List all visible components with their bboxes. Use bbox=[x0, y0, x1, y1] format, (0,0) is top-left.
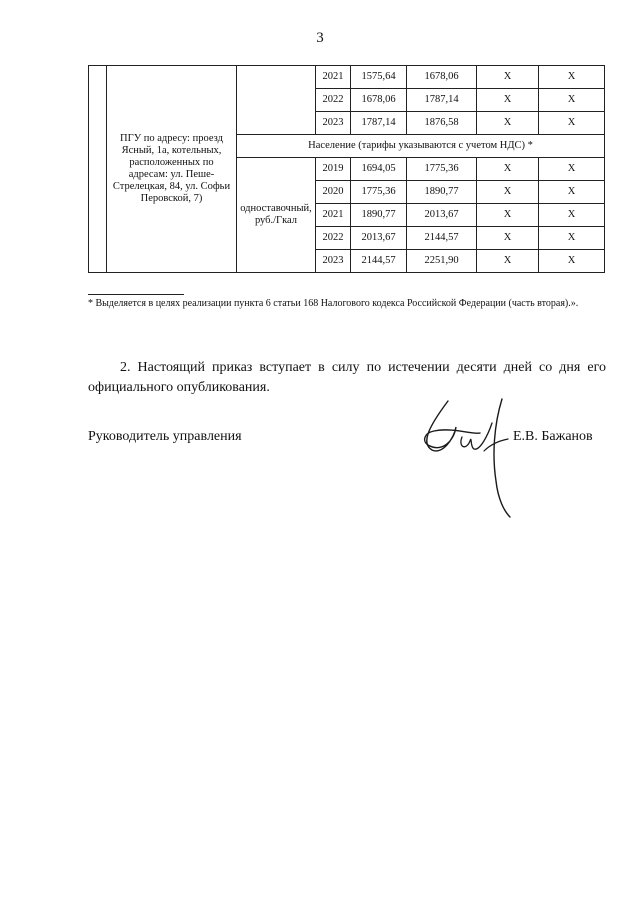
year-cell: 2020 bbox=[316, 181, 351, 204]
second-half-cell: 2251,90 bbox=[407, 250, 477, 273]
year-cell: 2021 bbox=[316, 204, 351, 227]
organization-cell: ПГУ по адресу: проезд Ясный, 1а, котельных, расположенных по адресам: ул. Пеше-Стрелецкая, 84, ул. Софьи Перовской, 7) bbox=[107, 66, 237, 273]
second-half-cell: 1890,77 bbox=[407, 181, 477, 204]
signatory-name: Е.В. Бажанов bbox=[513, 429, 593, 444]
x-cell: X bbox=[539, 112, 605, 135]
first-half-cell: 1678,06 bbox=[351, 89, 407, 112]
x-cell: X bbox=[539, 66, 605, 89]
x-cell: X bbox=[477, 227, 539, 250]
first-half-cell: 1575,64 bbox=[351, 66, 407, 89]
year-cell: 2021 bbox=[316, 66, 351, 89]
second-half-cell: 1775,36 bbox=[407, 158, 477, 181]
x-cell: X bbox=[539, 227, 605, 250]
unit-cell: одноставочный, руб./Гкал bbox=[237, 158, 316, 273]
second-half-cell: 1678,06 bbox=[407, 66, 477, 89]
year-cell: 2023 bbox=[316, 112, 351, 135]
x-cell: X bbox=[539, 181, 605, 204]
first-half-cell: 2144,57 bbox=[351, 250, 407, 273]
first-half-cell: 1787,14 bbox=[351, 112, 407, 135]
group-header: Население (тарифы указываются с учетом НДС) * bbox=[237, 135, 605, 158]
signatory-title: Руководитель управления bbox=[88, 429, 242, 444]
x-cell: X bbox=[477, 158, 539, 181]
tariff-table bbox=[88, 65, 605, 273]
year-cell: 2023 bbox=[316, 250, 351, 273]
x-cell: X bbox=[477, 181, 539, 204]
second-half-cell: 2013,67 bbox=[407, 204, 477, 227]
first-half-cell: 1694,05 bbox=[351, 158, 407, 181]
index-cell bbox=[89, 66, 107, 273]
x-cell: X bbox=[539, 204, 605, 227]
x-cell: X bbox=[539, 250, 605, 273]
x-cell: X bbox=[477, 66, 539, 89]
year-cell: 2022 bbox=[316, 89, 351, 112]
first-half-cell: 1775,36 bbox=[351, 181, 407, 204]
page-number: 3 bbox=[316, 30, 324, 46]
year-cell: 2019 bbox=[316, 158, 351, 181]
x-cell: X bbox=[477, 204, 539, 227]
second-half-cell: 2144,57 bbox=[407, 227, 477, 250]
second-half-cell: 1876,58 bbox=[407, 112, 477, 135]
x-cell: X bbox=[477, 112, 539, 135]
x-cell: X bbox=[477, 250, 539, 273]
handwritten-signature bbox=[418, 395, 513, 525]
effective-date-paragraph: 2. Настоящий приказ вступает в силу по истечении десяти дней со дня его официального опубликования. bbox=[88, 360, 606, 396]
x-cell: X bbox=[539, 89, 605, 112]
table-row bbox=[89, 66, 605, 89]
second-half-cell: 1787,14 bbox=[407, 89, 477, 112]
year-cell: 2022 bbox=[316, 227, 351, 250]
first-half-cell: 2013,67 bbox=[351, 227, 407, 250]
x-cell: X bbox=[477, 89, 539, 112]
x-cell: X bbox=[539, 158, 605, 181]
footnote: * Выделяется в целях реализации пункта 6 статьи 168 Налогового кодекса Российской Федерации (часть вторая).». bbox=[88, 298, 579, 309]
first-half-cell: 1890,77 bbox=[351, 204, 407, 227]
footnote-divider bbox=[88, 294, 184, 295]
empty-unit-cell bbox=[237, 66, 316, 135]
